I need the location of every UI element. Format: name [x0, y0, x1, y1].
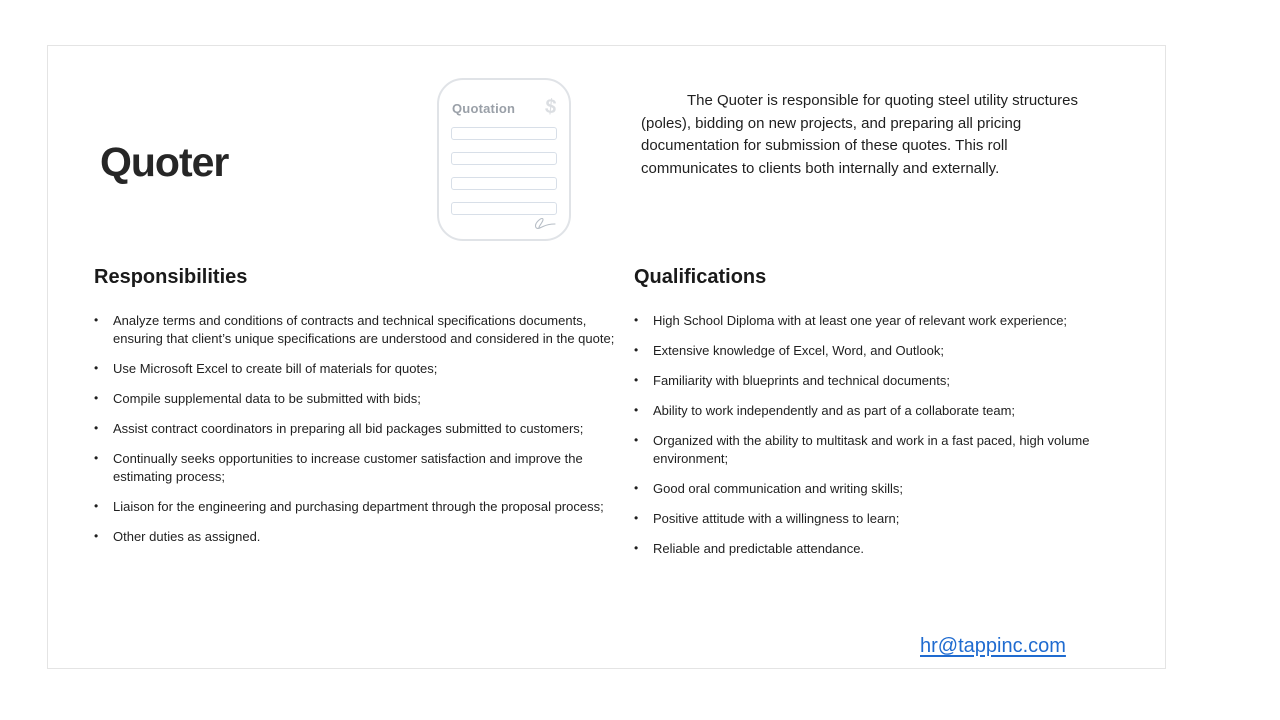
bullet-icon: • [634, 402, 639, 417]
dollar-icon: $ [543, 95, 558, 119]
quotation-field-rows [439, 125, 569, 215]
list-item-text: Assist contract coordinators in preparing all bid packages submitted to customers; [113, 420, 584, 436]
bullet-icon: • [94, 498, 99, 513]
list-item-text: Continually seeks opportunities to increase customer satisfaction and improve the estimating process; [113, 450, 583, 484]
list-item [94, 390, 628, 408]
list-item [94, 420, 628, 438]
bullet-icon: • [94, 528, 99, 543]
quotation-icon-label: Quotation [452, 101, 516, 116]
list-item-text: Good oral communication and writing skills; [653, 480, 903, 496]
list-item-text: Organized with the ability to multitask and work in a fast paced, high volume environment; [653, 432, 1090, 466]
quotation-document-icon [437, 78, 571, 241]
list-item [94, 360, 628, 378]
quotation-field-row [451, 177, 557, 190]
quotation-field-row [451, 202, 557, 215]
list-item [634, 432, 1112, 468]
bullet-icon: • [94, 313, 99, 327]
list-item [634, 540, 1112, 558]
bullet-icon: • [634, 480, 639, 495]
list-item [634, 510, 1112, 528]
qualifications-list [634, 312, 1112, 569]
bullet-icon: • [94, 420, 99, 435]
list-item-text: Reliable and predictable attendance. [653, 540, 865, 556]
bullet-icon: • [634, 432, 639, 447]
bullet-icon: • [634, 510, 639, 525]
list-item-text: Compile supplemental data to be submitted with bids; [113, 390, 421, 406]
contact-email-link[interactable]: hr@tappinc.com [920, 635, 1066, 657]
list-item-text: Use Microsoft Excel to create bill of materials for quotes; [113, 360, 438, 376]
list-item [94, 312, 628, 348]
slide-canvas [47, 45, 1166, 669]
list-item-text: High School Diploma with at least one year of relevant work experience; [653, 313, 1068, 328]
list-item-text: Other duties as assigned. [113, 528, 261, 544]
list-item-text: Ability to work independently and as part of a collaborate team; [653, 402, 1016, 418]
list-item-text: Extensive knowledge of Excel, Word, and Outlook; [653, 342, 944, 358]
bullet-icon: • [634, 342, 639, 357]
page-title: Quoter [100, 139, 229, 185]
list-item-text: Analyze terms and conditions of contracts and technical specifications documents, ensuring that client’s unique specifications are understood and considered in the quote; [113, 313, 615, 346]
bullet-icon: • [94, 450, 99, 465]
role-description: The Quoter is responsible for quoting steel utility structures (poles), bidding on new projects, and preparing all pricing documentation for submission of these quotes. This roll communicates to clients both internally and externally. [641, 92, 1079, 177]
responsibilities-heading: Responsibilities [94, 266, 248, 288]
list-item [634, 480, 1112, 498]
list-item-text: Familiarity with blueprints and technical documents; [653, 372, 950, 388]
signature-icon [527, 215, 557, 231]
list-item [94, 450, 628, 486]
bullet-icon: • [634, 313, 639, 327]
list-item-text: Positive attitude with a willingness to learn; [653, 510, 900, 526]
bullet-icon: • [634, 372, 639, 387]
qualifications-heading: Qualifications [634, 266, 767, 288]
bullet-icon: • [94, 390, 99, 405]
quotation-field-row [451, 152, 557, 165]
list-item [94, 528, 628, 546]
quotation-field-row [451, 127, 557, 140]
bullet-icon: • [634, 540, 639, 555]
list-item [634, 342, 1112, 360]
list-item [634, 372, 1112, 390]
responsibilities-list [94, 312, 628, 557]
list-item [634, 402, 1112, 420]
bullet-icon: • [94, 360, 99, 375]
list-item [634, 312, 1112, 330]
quotation-icon-header [439, 80, 569, 125]
list-item-text: Liaison for the engineering and purchasing department through the proposal process; [113, 498, 604, 514]
list-item [94, 498, 628, 516]
